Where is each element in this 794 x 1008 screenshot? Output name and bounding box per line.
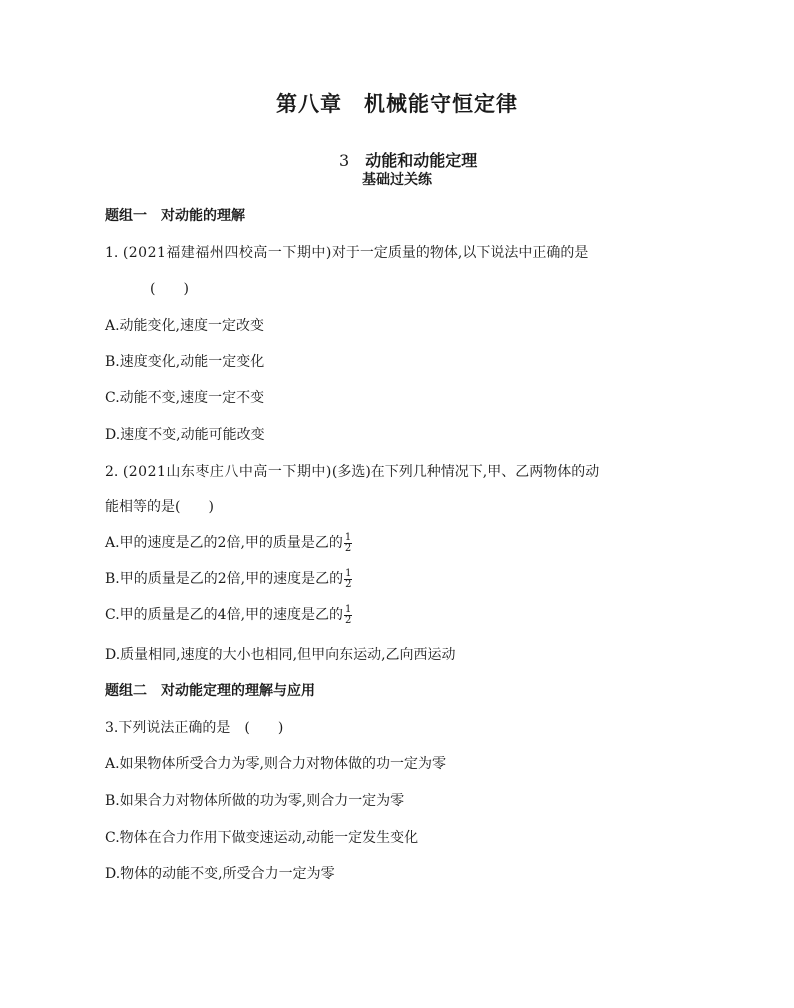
- option-b: B.如果合力对物体所做的功为零,则合力一定为零: [105, 793, 405, 809]
- fraction-denominator: 2: [344, 542, 352, 554]
- option-c: C.动能不变,速度一定不变: [105, 390, 265, 406]
- section-number: 3: [339, 151, 350, 170]
- fraction-numerator: 1: [345, 603, 352, 615]
- option-b: [105, 568, 352, 590]
- option-a: [105, 532, 352, 554]
- fraction-denominator: 2: [345, 578, 352, 590]
- question-text: 对于一定质量的物体,以下说法中正确的是: [331, 245, 589, 261]
- option-c: [105, 604, 352, 626]
- fraction: [344, 569, 352, 590]
- option-text: C.甲的质量是乙的4倍,甲的速度是乙的: [105, 607, 344, 623]
- question-number: 3.: [105, 720, 119, 736]
- fraction-denominator: 2: [345, 614, 352, 626]
- question-3-stem: [105, 717, 283, 737]
- question-1-stem: [105, 242, 588, 262]
- answer-blank: ( ): [150, 281, 189, 297]
- fraction-numerator: 1: [344, 531, 352, 543]
- practice-label: 基础过关练: [362, 172, 432, 188]
- fraction: [344, 533, 352, 554]
- option-a: A.如果物体所受合力为零,则合力对物体做的功一定为零: [105, 756, 447, 772]
- question-source: (2021福建福州四校高一下期中): [122, 245, 332, 261]
- question-source: (2021山东枣庄八中高一下期中): [122, 464, 332, 480]
- question-text: (多选)在下列几种情况下,甲、乙两物体的动: [331, 464, 600, 480]
- question-number: 2.: [105, 464, 119, 480]
- option-b: B.速度变化,动能一定变化: [105, 354, 265, 370]
- chapter-title: 第八章 机械能守恒定律: [276, 92, 518, 116]
- option-d: D.物体的动能不变,所受合力一定为零: [105, 866, 335, 882]
- group-heading-1: 题组一 对动能的理解: [105, 208, 245, 224]
- option-a: A.动能变化,速度一定改变: [105, 318, 265, 334]
- fraction: [344, 605, 352, 626]
- question-2-stem-continued: 能相等的是( ): [105, 499, 214, 515]
- section-title-text: 动能和动能定理: [365, 151, 478, 170]
- option-text: B.甲的质量是乙的2倍,甲的速度是乙的: [105, 571, 344, 587]
- option-text: A.甲的速度是乙的2倍,甲的质量是乙的: [105, 535, 343, 551]
- group-heading-2: 题组二 对动能定理的理解与应用: [105, 683, 315, 699]
- fraction-numerator: 1: [345, 567, 352, 579]
- option-d: D.速度不变,动能可能改变: [105, 427, 265, 443]
- option-c: C.物体在合力作用下做变速运动,动能一定发生变化: [105, 830, 419, 846]
- question-text: 下列说法正确的是 ( ): [118, 720, 284, 736]
- question-number: 1.: [105, 245, 119, 261]
- question-2-stem: [105, 461, 599, 481]
- option-d: D.质量相同,速度的大小也相同,但甲向东运动,乙向西运动: [105, 647, 456, 663]
